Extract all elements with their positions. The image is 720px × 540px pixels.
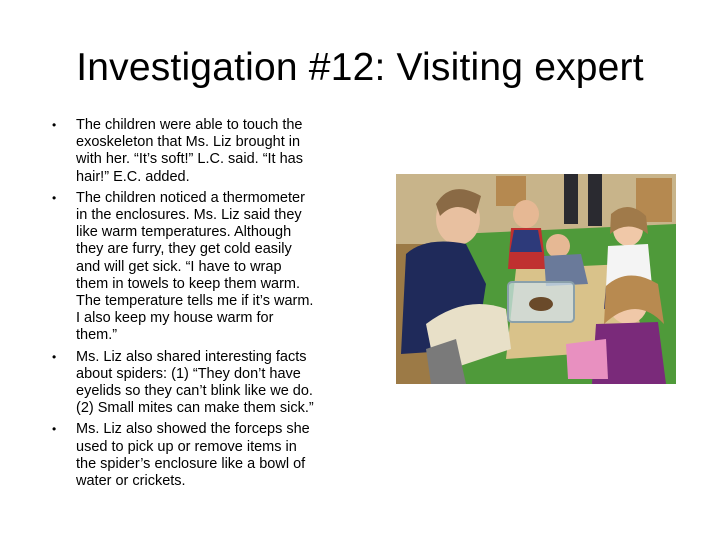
- bullet-item: [52, 190, 364, 345]
- spider-exoskeleton: [529, 297, 553, 311]
- bullet-marker: •: [52, 190, 57, 205]
- bullet-marker: •: [52, 349, 57, 364]
- child-face: [546, 234, 570, 258]
- person-legs: [588, 174, 602, 226]
- child-pants: [566, 339, 608, 379]
- slide-title: Investigation #12: Visiting expert: [76, 46, 644, 89]
- child-vest: [510, 230, 542, 252]
- bullet-text: Ms. Liz also shared interesting facts about spiders: (1) “They don’t have eyelids so they can’t blink like we do. (2) Small mites can make them sick.”: [76, 348, 314, 417]
- bullet-text: The children were able to touch the exoskeleton that Ms. Liz brought in with her. “It’s soft!” L.C. said. “It has hair!” E.C. added.: [76, 117, 303, 185]
- bullet-text: The children noticed a thermometer in the enclosures. Ms. Liz said they like warm temperatures. Although they are furry, they get cold easily and will get sick. “I have to wrap them in towels to keep them warm. The temperature tells me if it’s warm. I also keep my house warm for them.”: [76, 189, 314, 344]
- bullet-item: [52, 117, 364, 186]
- bullet-list: [52, 117, 364, 494]
- bullet-item: [52, 421, 364, 490]
- bullet-item: [52, 349, 364, 418]
- bullet-marker: •: [52, 118, 57, 132]
- bullet-marker: •: [52, 422, 57, 437]
- photo-illustration: [396, 174, 676, 384]
- bullet-text: Ms. Liz also showed the forceps she used to pick up or remove items in the spider’s enclosure like a bowl of water or crickets.: [76, 421, 310, 490]
- person-legs: [564, 174, 578, 224]
- classroom-photo: [396, 174, 676, 384]
- child-face: [513, 200, 539, 228]
